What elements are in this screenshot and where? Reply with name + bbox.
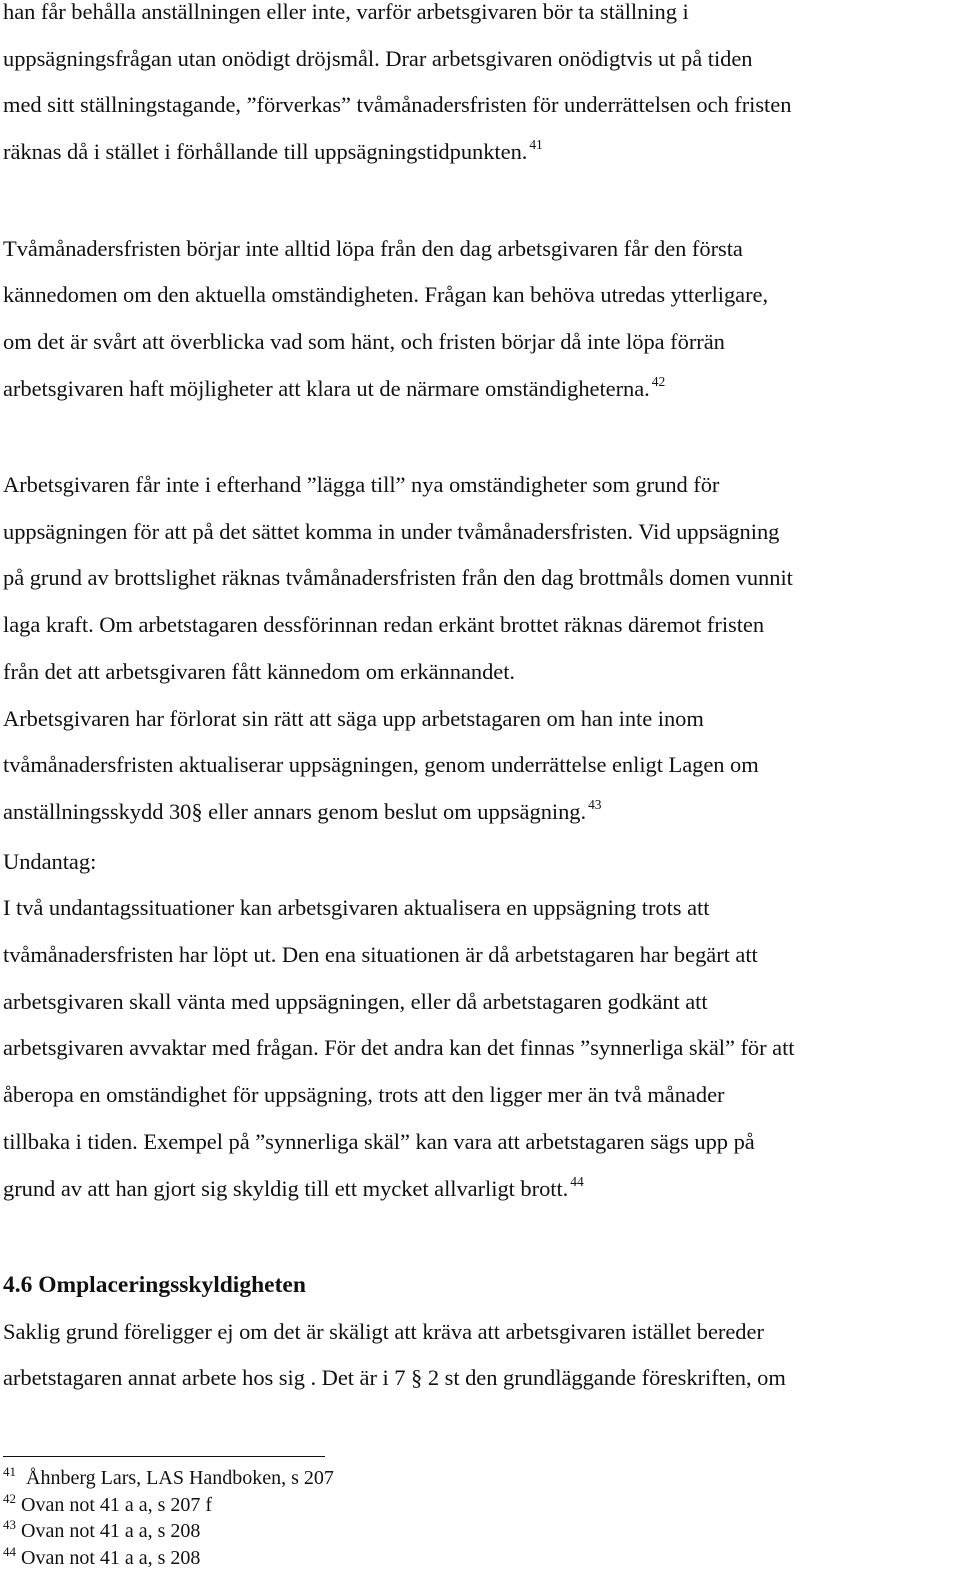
text-line: tvåmånadersfristen har löpt ut. Den ena situationen är då arbetstagaren har begärt att: [3, 942, 758, 967]
footnote-item: [3, 1493, 603, 1520]
section-paragraph: [3, 1309, 958, 1402]
footnote-item: [3, 1466, 603, 1493]
text-line: om det är svårt att överblicka vad som hänt, och fristen börjar då inte löpa förrän: [3, 329, 725, 354]
paragraph-1: [3, 0, 958, 179]
footnote-number: 42: [3, 1491, 16, 1506]
footnote-ref-42[interactable]: 42: [652, 374, 665, 389]
text-line: laga kraft. Om arbetstagaren dessförinnan redan erkänt brottet räknas däremot fristen: [3, 612, 764, 637]
paragraph-2: [3, 226, 958, 416]
text-line: anställningsskydd 30§ eller annars genom beslut om uppsägning.: [3, 799, 586, 824]
text-line: Tvåmånadersfristen börjar inte alltid löpa från den dag arbetsgivaren får den första: [3, 236, 743, 261]
text-line: åberopa en omständighet för uppsägning, trots att den ligger mer än två månader: [3, 1082, 724, 1107]
text-line: från det att arbetsgivaren fått kännedom om erkännandet.: [3, 659, 515, 684]
text-line: kännedomen om den aktuella omständigheten. Frågan kan behöva utredas ytterligare,: [3, 282, 768, 307]
footnote-number: 44: [3, 1544, 16, 1559]
text-line: uppsägningen för att på det sättet komma in under tvåmånadersfristen. Vid uppsägning: [3, 519, 779, 544]
paragraph-6: [3, 885, 958, 1215]
text-line: I två undantagssituationer kan arbetsgivaren aktualisera en uppsägning trots att: [3, 895, 709, 920]
footnote-divider: [3, 1456, 325, 1457]
text-line: Undantag:: [3, 849, 96, 874]
text-line: arbetsgivaren skall vänta med uppsägningen, eller då arbetstagaren godkänt att: [3, 989, 708, 1014]
text-line: arbetsgivaren haft möjligheter att klara ut de närmare omständigheterna.: [3, 376, 650, 401]
text-line: med sitt ställningstagande, ”förverkas” tvåmånadersfristen för underrättelsen och fristen: [3, 92, 791, 117]
text-line: arbetsgivaren avvaktar med frågan. För det andra kan det finnas ”synnerliga skäl” för att: [3, 1035, 794, 1060]
footnote-number: 41: [3, 1464, 16, 1479]
text-line: räknas då i stället i förhållande till uppsägningstidpunkten.: [3, 139, 527, 164]
document-page: [3, 0, 958, 1402]
paragraph-4: [3, 696, 958, 839]
text-line: Arbetsgivaren har förlorat sin rätt att säga upp arbetstagaren om han inte inom: [3, 706, 704, 731]
text-line: han får behålla anställningen eller inte, varför arbetsgivaren bör ta ställning i: [3, 0, 689, 24]
paragraph-gap: [3, 415, 958, 462]
footnote-text: Åhnberg Lars, LAS Handboken, s 207: [21, 1467, 334, 1489]
paragraph-gap: [3, 179, 958, 226]
footnote-item: [3, 1519, 603, 1546]
text-line: grund av att han gjort sig skyldig till ett mycket allvarligt brott.: [3, 1176, 568, 1201]
text-line: på grund av brottslighet räknas tvåmånadersfristen från den dag brottmåls domen vunnit: [3, 565, 793, 590]
text-line: uppsägningsfrågan utan onödigt dröjsmål. Drar arbetsgivaren onödigtvis ut på tiden: [3, 46, 753, 71]
footnote-ref-41[interactable]: 41: [529, 137, 542, 152]
footnote-ref-43[interactable]: 43: [588, 797, 601, 812]
text-line: tillbaka i tiden. Exempel på ”synnerliga skäl” kan vara att arbetstagaren sägs upp på: [3, 1129, 755, 1154]
undantag-label: [3, 839, 958, 886]
paragraph-gap: [3, 1215, 958, 1262]
text-line: tvåmånadersfristen aktualiserar uppsägningen, genom underrättelse enligt Lagen om: [3, 752, 759, 777]
footnote-text: Ovan not 41 a a, s 208: [21, 1547, 200, 1569]
section-heading: 4.6 Omplaceringsskyldigheten: [3, 1262, 958, 1309]
paragraph-3: [3, 462, 958, 696]
footnotes: [3, 1466, 603, 1572]
text-line: Arbetsgivaren får inte i efterhand ”lägga till” nya omständigheter som grund för: [3, 472, 719, 497]
footnote-text: Ovan not 41 a a, s 207 f: [21, 1494, 212, 1516]
footnote-item: [3, 1546, 603, 1572]
text-line: Saklig grund föreligger ej om det är skäligt att kräva att arbetsgivaren istället bereder: [3, 1319, 764, 1344]
text-line: arbetstagaren annat arbete hos sig . Det är i 7 § 2 st den grundläggande föreskriften, om: [3, 1365, 786, 1390]
footnote-number: 43: [3, 1517, 16, 1532]
footnote-ref-44[interactable]: 44: [570, 1174, 583, 1189]
footnote-text: Ovan not 41 a a, s 208: [21, 1520, 200, 1542]
